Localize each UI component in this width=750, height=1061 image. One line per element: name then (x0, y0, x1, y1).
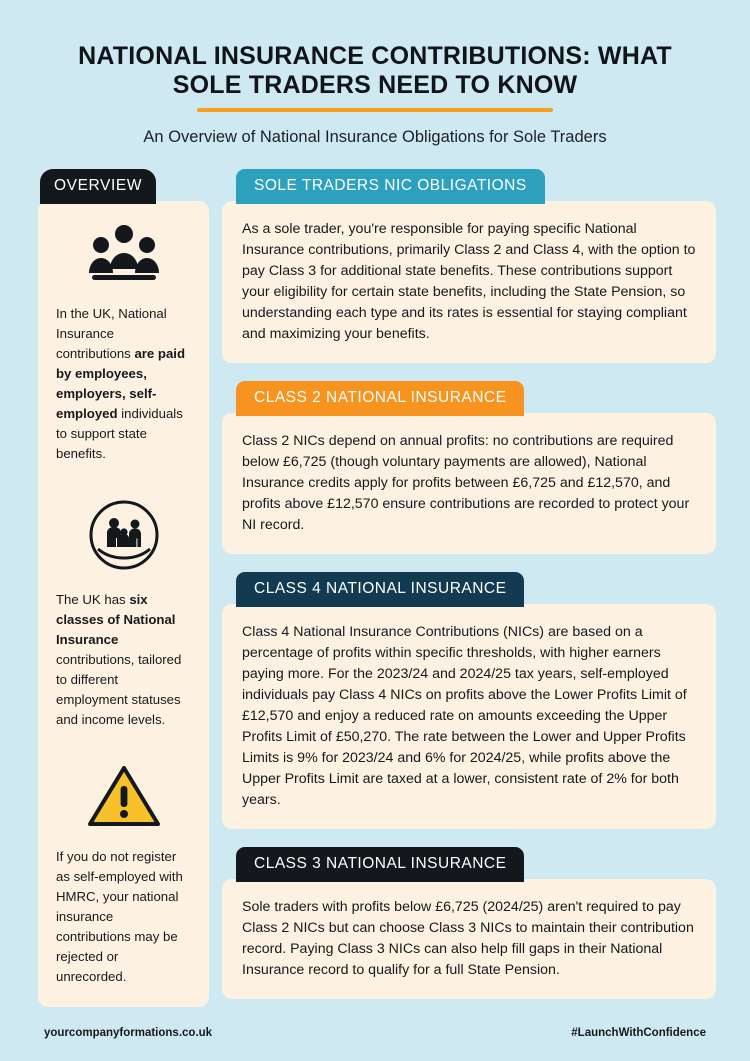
overview-block (56, 499, 191, 730)
sections-column (222, 169, 716, 1017)
section-tab-label: CLASS 4 NATIONAL INSURANCE (236, 572, 524, 607)
header (0, 0, 750, 147)
footer-hashtag: #LaunchWithConfidence (571, 1027, 706, 1039)
overview-text: The UK has six classes of National Insurance contributions, tailored to different employment statuses and income levels. (56, 591, 182, 727)
page-subtitle: An Overview of National Insurance Obligations for Sole Traders (143, 128, 607, 146)
overview-tab-label: OVERVIEW (40, 169, 156, 204)
people-group-icon (56, 223, 191, 290)
warning-triangle-icon (56, 764, 191, 833)
spacer (56, 465, 191, 499)
overview-column (38, 169, 209, 1007)
section-tab-label: CLASS 3 NATIONAL INSURANCE (236, 847, 524, 882)
section-body-text: Sole traders with profits below £6,725 (2024/25) aren't required to pay Class 2 NICs but can choose Class 3 NICs to maintain their contribution record. Paying Class 3 NICs can also help fill gaps in their National Insurance record to qualify for a full State Pension. (222, 879, 716, 999)
overview-panel (38, 201, 209, 1007)
section-sole-trader-obligations (222, 169, 716, 363)
section-tab-label: SOLE TRADERS NIC OBLIGATIONS (236, 169, 545, 204)
overview-block (56, 223, 191, 465)
section-tab-label: CLASS 2 NATIONAL INSURANCE (236, 381, 524, 416)
page-title: NATIONAL INSURANCE CONTRIBUTIONS: WHAT SOLE TRADERS NEED TO KNOW (78, 42, 672, 99)
section-class-3 (222, 847, 716, 999)
content-columns (0, 147, 750, 1017)
overview-text: In the UK, National Insurance contributions are paid by employees, employers, self-employed individuals to support state benefits. (56, 306, 186, 462)
family-circle-icon (56, 499, 191, 576)
overview-block (56, 764, 191, 987)
section-body-text: Class 2 NICs depend on annual profits: no contributions are required below £6,725 (though voluntary payments are allowed), National Insurance credits apply for profits between £6,725 and £12,570, and profits above £12,570 ensure contributions are recorded to protect your NI record. (222, 413, 716, 554)
section-class-4 (222, 572, 716, 829)
title-underline (197, 108, 553, 112)
section-class-2 (222, 381, 716, 554)
overview-text: If you do not register as self-employed with HMRC, your national insurance contributions may be rejected or unrecorded. (56, 848, 183, 985)
footer-website[interactable]: yourcompanyformations.co.uk (44, 1027, 213, 1039)
footer (0, 1027, 750, 1039)
section-body-text: As a sole trader, you're responsible for paying specific National Insurance contributions, primarily Class 2 and Class 4, with the option to pay Class 3 for additional state benefits. These contributions support your eligibility for certain state benefits, including the State Pension, so understanding each type and its rates is essential for staying compliant and maximizing your benefits. (222, 201, 716, 363)
section-body-text: Class 4 National Insurance Contributions (NICs) are based on a percentage of profits within specific thresholds, with higher earners paying more. For the 2023/24 and 2024/25 tax years, self-employed individuals pay Class 4 NICs on profits above the Lower Profits Limit of £12,570 and enjoy a reduced rate on amounts exceeding the Upper Profits Limit of £50,270. The rate between the Lower and Upper Profits Limits is 9% for 2023/24 and 6% for 2024/25, while profits above the Upper Profits Limit are taxed at a lower, consistent rate of 2% for both years. (222, 604, 716, 829)
spacer (56, 730, 191, 764)
